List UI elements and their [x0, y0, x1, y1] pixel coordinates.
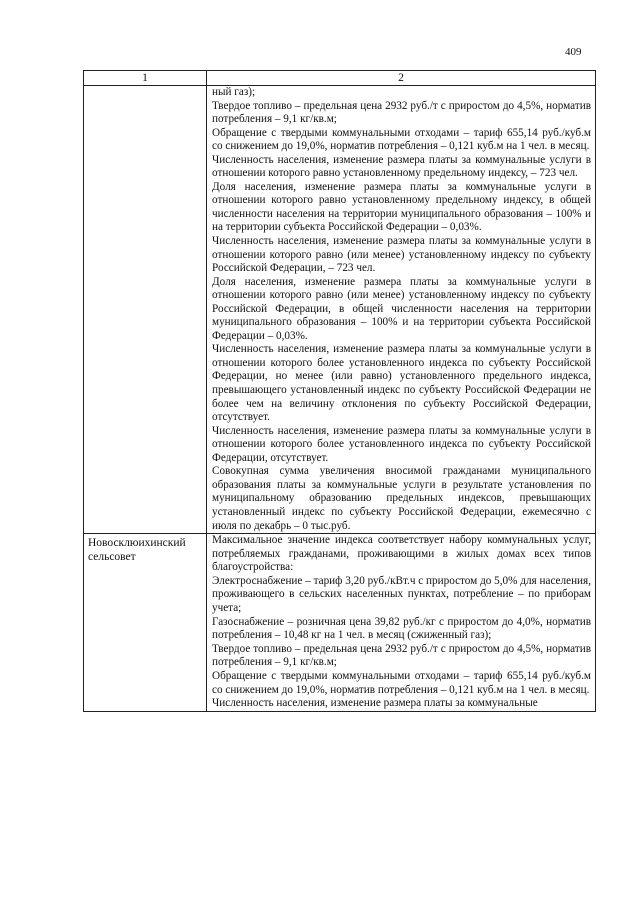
paragraph: Обращение с твердыми коммунальными отходами – тариф 655,14 руб./куб.м со снижением до 19,0%, норматив потребления – 0,121 куб.м на 1 чел. в месяц.	[212, 126, 591, 153]
paragraph: Численность населения, изменение размера платы за коммунальные услуги в отношении которого равно (или менее) установленному индексу по субъекту Российской Федерации, – 723 чел.	[212, 235, 591, 275]
description-cell	[207, 534, 596, 712]
paragraph: Доля населения, изменение размера платы за коммунальные услуги в отношении которого равно установленному предельному индексу, в общей численности населения на территории муниципального образования – 100% и на территории субъекта Российской Федерации – 0,03%.	[212, 180, 591, 234]
paragraph: Численность населения, изменение размера платы за коммунальные	[212, 697, 538, 710]
paragraph: Обращение с твердыми коммунальными отходами – тариф 655,14 руб./куб.м со снижением до 19,0%, норматив потребления – 0,121 куб.м на 1 чел. в месяц.	[212, 669, 591, 696]
page-number: 409	[565, 46, 582, 58]
municipality-name: Новосклюихинский сельсовет	[84, 534, 207, 712]
paragraph: Доля населения, изменение размера платы за коммунальные услуги в отношении которого равно (или менее) установленному индексу по субъекту Российской Федерации, в общей численности населения на территории муниципального образования – 100% и на территории субъекта Российской Федерации – 0,03%.	[212, 275, 591, 342]
paragraph: Твердое топливо – предельная цена 2932 руб./т с приростом до 4,5%, норматив потребления – 9,1 кг/кв.м;	[212, 642, 591, 669]
description-cell	[207, 86, 596, 534]
table-header-row	[84, 71, 596, 86]
data-table	[83, 70, 596, 712]
paragraph: Численность населения, изменение размера платы за коммунальные услуги в отношении которого равно установленному предельному индексу, – 723 чел.	[212, 153, 591, 180]
paragraph: Численность населения, изменение размера платы за коммунальные услуги в отношении которого более установленного индекса по субъекту Российской Федерации, отсутствует.	[212, 424, 591, 464]
paragraph: Газоснабжение – розничная цена 39,82 руб./кг с приростом до 4,0%, норматив потребления – 10,48 кг на 1 чел. в месяц (сжиженный газ);	[212, 615, 591, 642]
column-header-2: 2	[207, 71, 596, 86]
municipality-name	[84, 86, 207, 534]
table-row	[84, 534, 596, 712]
column-header-1: 1	[84, 71, 207, 86]
paragraph: Совокупная сумма увеличения вносимой гражданами муниципального образования платы за коммунальные услуги в результате установления по муниципальному образованию предельных индексов, превышающих установленный индекс по субъекту Российской Федерации, ежемесячно с июля по декабрь – 0 тыс.руб.	[212, 465, 591, 532]
paragraph: Твердое топливо – предельная цена 2932 руб./т с приростом до 4,5%, норматив потребления – 9,1 кг/кв.м;	[212, 99, 591, 126]
table-row	[84, 86, 596, 534]
paragraph: Электроснабжение – тариф 3,20 руб./кВт.ч с приростом до 5,0% для населения, проживающего в сельских населенных пунктах, потребление – по приборам учета;	[212, 574, 591, 615]
paragraph: Максимальное значение индекса соответствует набору коммунальных услуг, потребляемых гражданами, проживающими в жилых домах всех типов благоустройства:	[212, 534, 591, 574]
paragraph: ный газ);	[212, 86, 256, 98]
paragraph: Численность населения, изменение размера платы за коммунальные услуги в отношении которого более установленного индекса по субъекту Российской Федерации, но менее (или равно) установленного предельного индекса, превышающего установленный индекс по субъекту Российской Федерации не более чем на величину отклонения по субъекту Российской Федерации, отсутствует.	[212, 343, 591, 424]
